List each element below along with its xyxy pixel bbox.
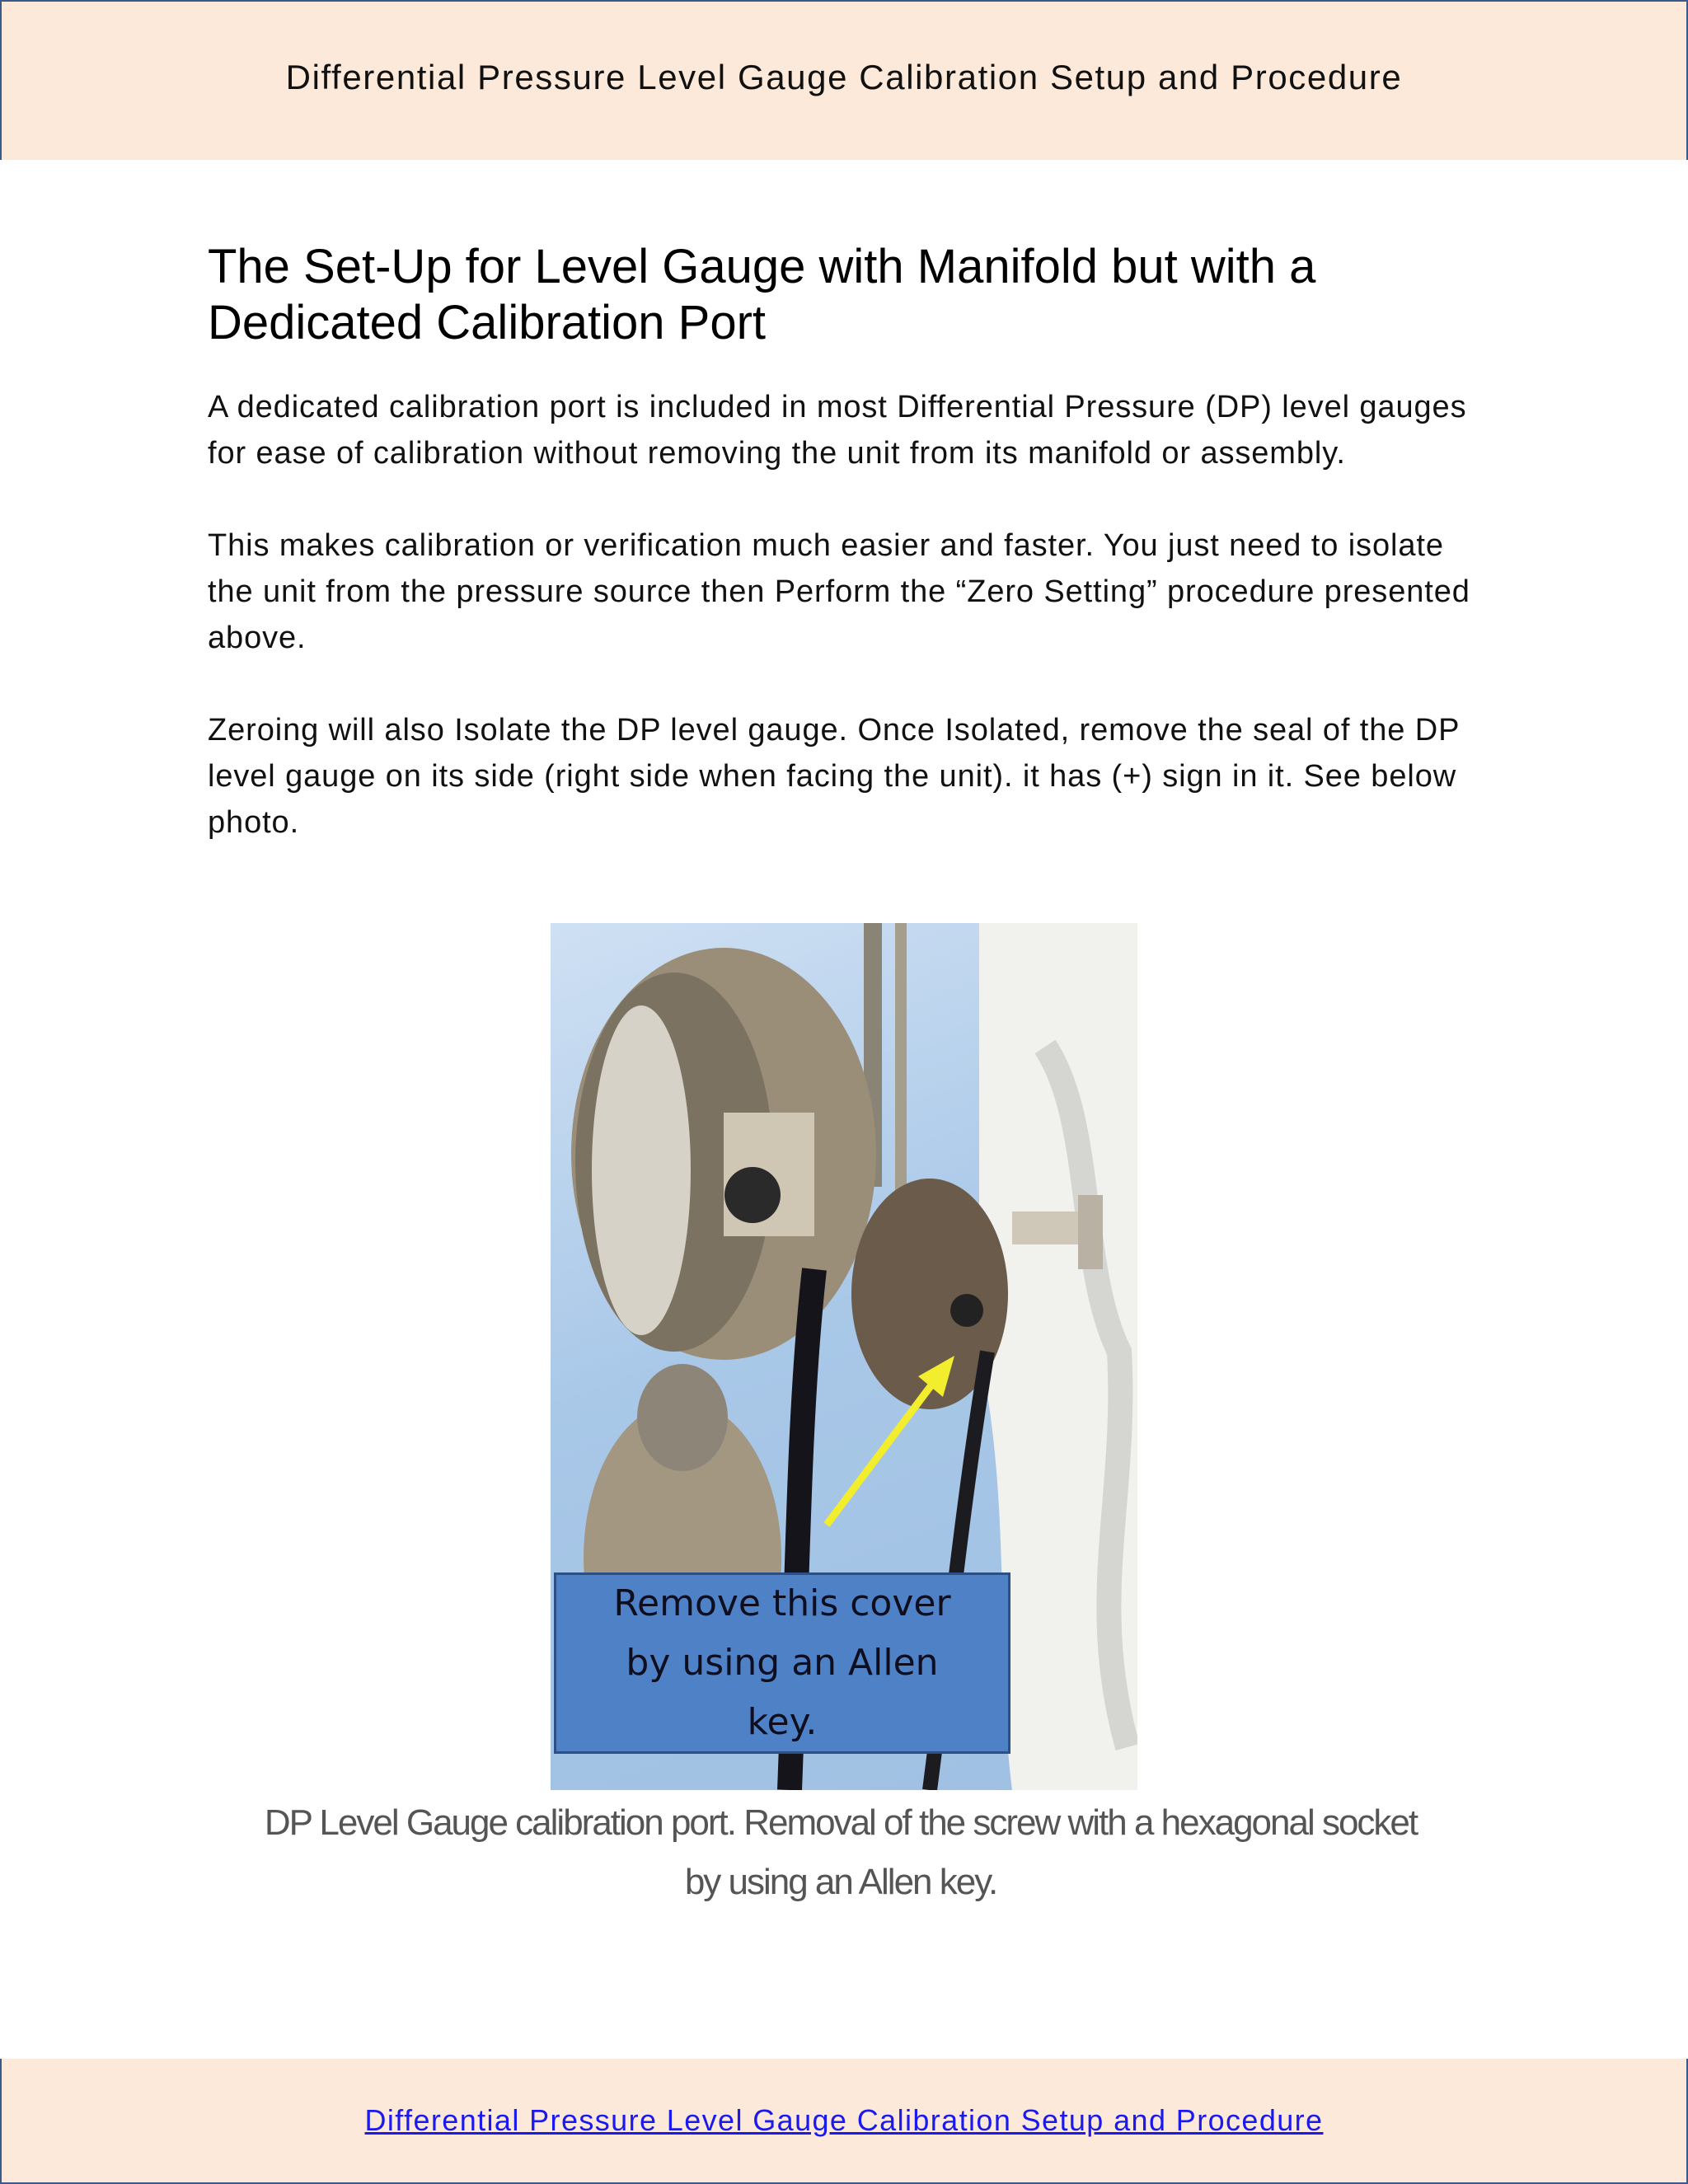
header-title: Differential Pressure Level Gauge Calibration Setup and Procedure [285,58,1403,96]
callout-line-3: key. [747,1701,818,1743]
section-heading-line-1: The Set-Up for Level Gauge with Manifold but with a [208,240,1316,293]
page-footer [0,2059,1688,2184]
section-heading [208,239,1493,351]
paragraph-zero-setting: This makes calibration or verification much easier and faster. You just need to isolate the unit from the pressure source then Perform the “Zero Setting” procedure presented above. [208,528,1470,655]
figure-caption [165,1793,1517,1912]
gauge-photo [551,923,1137,1790]
paragraph-zeroing: Zeroing will also Isolate the DP level gauge. Once Isolated, remove the seal of the DP level gauge on its side (right side when facing the unit). it has (+) sign in it. See below photo. [208,713,1460,840]
callout-line-1: Remove this cover [613,1582,951,1624]
caption-line-2: by using an Allen key. [684,1862,997,1902]
section-heading-line-2: Dedicated Calibration Port [208,296,767,349]
footer-link[interactable]: Differential Pressure Level Gauge Calibration Setup and Procedure [364,2103,1324,2137]
paragraph-calibration-port: A dedicated calibration port is included in most Differential Pressure (DP) level gauges for ease of calibration without removing the unit from its manifold or assembly. [208,390,1467,471]
main-content [208,239,1493,892]
page-header [0,0,1688,160]
caption-line-1: DP Level Gauge calibration port. Removal of the screw with a hexagonal socket [264,1802,1418,1843]
callout-line-2: by using an Allen [626,1642,939,1684]
photo-callout [554,1572,1010,1754]
